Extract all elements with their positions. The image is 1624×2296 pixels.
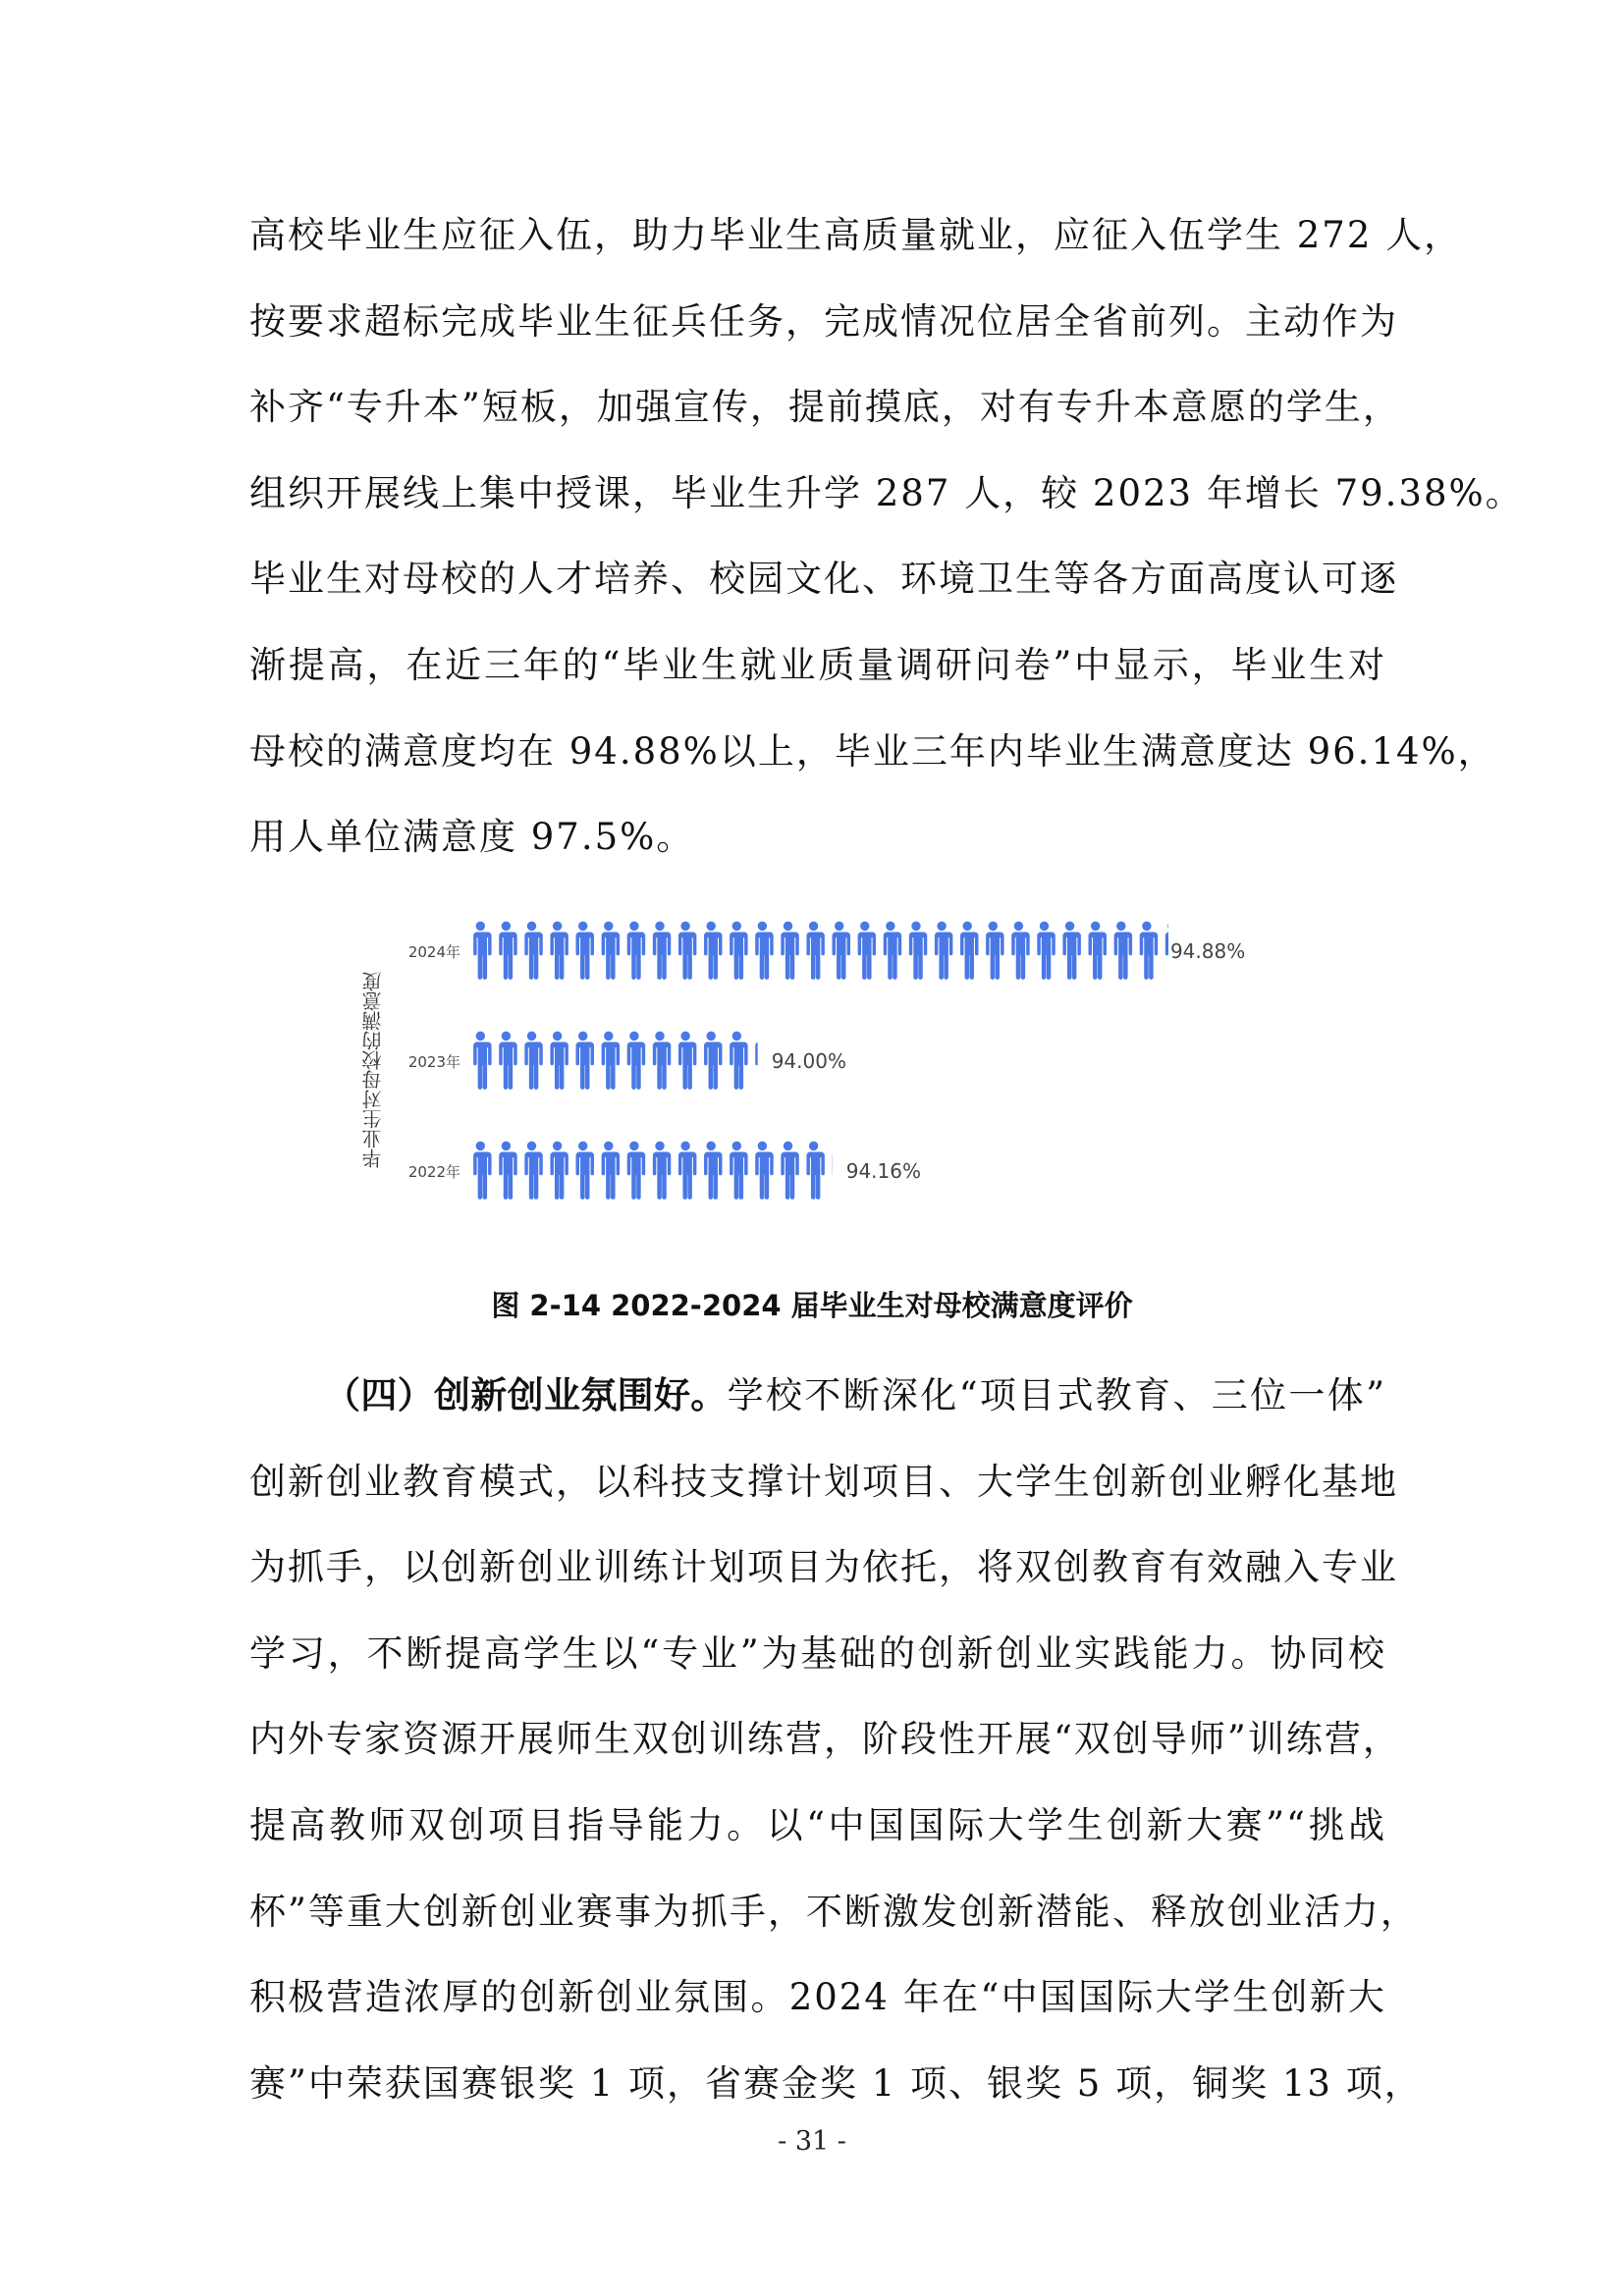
person-icon [908,922,927,980]
text-segment: 学校不断深化“项目式教育、三位一体” [727,1374,1386,1416]
text-line: 渐提高，在近三年的“毕业生就业质量调研问卷”中显示，毕业生对 [249,643,1386,686]
person-icon [832,922,850,980]
person-icon [806,1142,825,1200]
text-line: 补齐“专升本”短板，加强宣传，提前摸底，对有专升本意愿的学生， [249,386,1401,429]
text-line [249,1353,1386,1439]
paragraph-innovation [249,1353,1423,2126]
person-icon [575,1142,594,1200]
person-icon [550,922,568,980]
text-line: 高校毕业生应征入伍，助力毕业生高质量就业，应征入伍学生 272 人， [249,214,1463,256]
person-icon [499,1032,517,1090]
text-line: 学习，不断提高学生以“专业”为基础的创新创业实践能力。协同校 [249,1631,1386,1675]
person-icon [755,922,774,980]
person-icon [473,1142,492,1200]
category-label: 2022年 [407,1163,460,1181]
person-icon [626,1032,645,1090]
person-icon [473,1032,492,1090]
person-icon [883,922,901,980]
person-icon [652,1032,671,1090]
text-line: 组织开展线上集中授课，毕业生升学 287 人，较 2023 年增长 79.38%。 [249,471,1524,514]
person-icon [601,1142,620,1200]
person-icon [934,922,952,980]
bar-2024年 [473,922,1184,980]
person-icon [704,922,723,980]
person-icon [677,922,696,980]
text-line: 杯”等重大创新创业赛事为抓手，不断激发创新潜能、释放创业活力， [249,1890,1419,1933]
person-icon [524,922,543,980]
section-heading: （四）创新创业氛围好。 [324,1374,728,1416]
person-icon [499,1142,517,1200]
person-icon [1062,922,1081,980]
person-icon [986,922,1004,980]
data-label: 94.16% [845,1159,922,1183]
person-icon [575,1032,594,1090]
person-icon [550,1032,568,1090]
person-icon [473,922,492,980]
text-line: 赛”中荣获国赛银奖 1 项，省赛金奖 1 项、银奖 5 项，铜奖 13 项， [249,2061,1423,2105]
person-icon [499,922,517,980]
person-icon [626,1142,645,1200]
text-line: 为抓手，以创新创业训练计划项目为依托，将双创教育有效融入专业 [249,1546,1398,1589]
text-line: 按要求超标完成毕业生征兵任务，完成情况位居全省前列。主动作为 [249,299,1398,343]
person-icon [1037,922,1056,980]
category-label: 2024年 [407,943,460,961]
person-icon [730,1032,748,1090]
person-icon [677,1032,696,1090]
text-line: 创新创业教育模式，以科技支撑计划项目、大学生创新创业孵化基地 [249,1460,1398,1503]
paragraph-employment [249,192,1524,881]
person-icon [677,1142,696,1200]
person-icon [575,922,594,980]
person-icon [704,1032,723,1090]
person-icon [1139,922,1158,980]
page-number: - 31 - [778,2126,846,2157]
person-icon [524,1032,543,1090]
person-icon [601,1032,620,1090]
bar-2023年 [473,1032,774,1090]
person-icon [730,922,748,980]
person-icon [1088,922,1107,980]
person-icon [781,1142,799,1200]
data-label: 94.88% [1169,939,1246,963]
chart-y-axis-title: 毕业生对母校的满意度 [361,972,385,1168]
text-line: 积极营造浓厚的创新创业氛围。2024 年在“中国国际大学生创新大 [249,1976,1386,2019]
person-icon [730,1142,748,1200]
person-icon [704,1142,723,1200]
person-icon [960,922,979,980]
text-line: 用人单位满意度 97.5%。 [249,816,695,859]
person-icon [781,922,799,980]
category-label: 2023年 [407,1053,460,1071]
person-icon [857,922,876,980]
data-label: 94.00% [771,1049,846,1073]
person-icon [806,922,825,980]
person-icon [601,922,620,980]
bar-2022年 [473,1142,850,1200]
person-icon [652,1142,671,1200]
text-line: 内外专家资源开展师生双创训练营，阶段性开展“双创导师”训练营， [249,1718,1401,1761]
person-icon [524,1142,543,1200]
person-icon [1113,922,1132,980]
text-line: 母校的满意度均在 94.88%以上，毕业三年内毕业生满意度达 96.14%， [249,729,1496,773]
text-line: 提高教师双创项目指导能力。以“中国国际大学生创新大赛”“挑战 [249,1803,1386,1846]
text-line: 毕业生对母校的人才培养、校园文化、环境卫生等各方面高度认可逐 [249,558,1398,601]
person-icon [755,1142,774,1200]
person-icon [550,1142,568,1200]
person-icon [1011,922,1030,980]
satisfaction-pictorial-chart [353,913,1276,1227]
figure-caption: 图 2-14 2022-2024 届毕业生对母校满意度评价 [491,1289,1133,1322]
person-icon [626,922,645,980]
person-icon [652,922,671,980]
